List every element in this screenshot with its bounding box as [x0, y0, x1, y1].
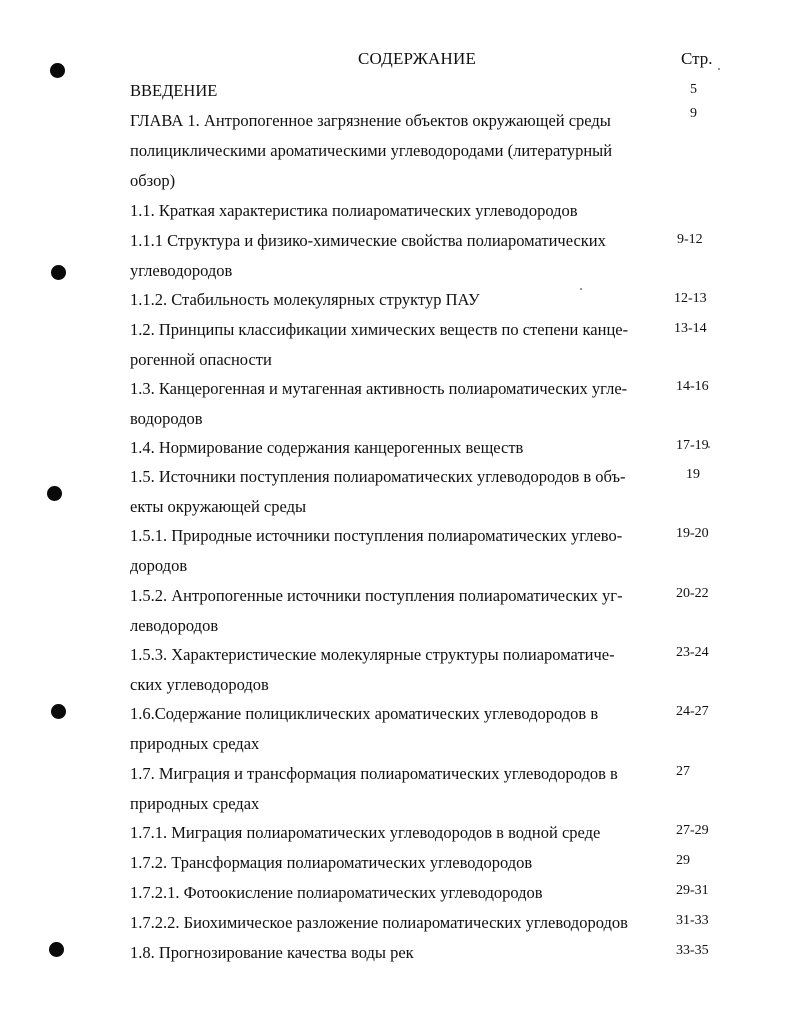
toc-entry-text: ВВЕДЕНИЕ: [130, 81, 218, 100]
toc-entry-text-line: природных средах: [130, 734, 260, 753]
toc-entry-1-7-1: [130, 818, 670, 848]
toc-entry-page: 29-31: [676, 883, 709, 898]
toc-entry-text-line: рогенной опасности: [130, 350, 272, 369]
toc-entry-text: 1.7.2.2. Биохимическое разложение полиароматических углеводородов: [130, 913, 628, 932]
toc-entry-1-7-2-1: [130, 878, 658, 908]
punch-hole-mark: [47, 486, 62, 501]
toc-entry-text-line: 1.7. Миграция и трансформация полиароматических углеводородов в: [130, 764, 618, 783]
toc-entry-text: 1.7.1. Миграция полиароматических углеводородов в водной среде: [130, 823, 601, 842]
toc-entry-page: 17-19: [676, 438, 709, 453]
toc-entry-text-line: 1.1.1 Структура и физико-химические свойства полиароматических: [130, 231, 606, 250]
toc-entry-1-6: [130, 699, 658, 759]
toc-entry-1-7-2-2: [130, 908, 670, 938]
toc-entry-text-line: ских углеводородов: [130, 675, 269, 694]
toc-entry-text: 1.4. Нормирование содержания канцерогенных веществ: [130, 438, 524, 457]
toc-entry-page: 19: [686, 467, 700, 482]
toc-entry-1-4: [130, 433, 658, 463]
toc-entry-1-1-2: [130, 285, 658, 315]
toc-entry-page: 5: [690, 82, 697, 97]
toc-entry-text-line: 1.3. Канцерогенная и мутагенная активность полиароматических угле-: [130, 379, 628, 398]
toc-entry-text-line: 1.5.2. Антропогенные источники поступления полиароматических уг-: [130, 586, 623, 605]
scan-speck: [718, 68, 720, 70]
toc-entry-text-line: 1.5.1. Природные источники поступления полиароматических углево-: [130, 526, 623, 545]
page-column-header: Стр.: [681, 49, 713, 68]
toc-entry-page: 19-20: [676, 526, 709, 541]
toc-entry-1-5: [130, 462, 658, 522]
toc-entry-1-5-3: [130, 640, 658, 700]
toc-entry-text-line: дородов: [130, 556, 188, 575]
toc-entry-1-1: [130, 196, 658, 226]
toc-entry-1-7-2: [130, 848, 658, 878]
toc-entry-1-8: [130, 938, 658, 968]
punch-hole-mark: [51, 265, 66, 280]
toc-entry-text: 1.7.2.1. Фотоокисление полиароматических углеводородов: [130, 883, 543, 902]
toc-entry-1-2: [130, 315, 658, 375]
toc-entry-page: 33-35: [676, 943, 709, 958]
toc-entry-text-line: ГЛАВА 1. Антропогенное загрязнение объектов окружающей среды: [130, 111, 611, 130]
toc-entry-text-line: 1.2. Принципы классификации химических веществ по степени канце-: [130, 320, 629, 339]
toc-entry-text-line: екты окружающей среды: [130, 497, 307, 516]
toc-entry-introduction: [130, 76, 658, 106]
toc-entry-text-line: леводородов: [130, 616, 219, 635]
toc-entry-page: 14-16: [676, 379, 709, 394]
toc-entry-1-5-1: [130, 521, 658, 581]
toc-entry-page: 9: [690, 106, 697, 121]
toc-entry-page: 13-14: [674, 321, 707, 336]
toc-entry-text: 1.7.2. Трансформация полиароматических углеводородов: [130, 853, 533, 872]
toc-entry-text: 1.1. Краткая характеристика полиароматических углеводородов: [130, 201, 578, 220]
toc-entry-text: 1.8. Прогнозирование качества воды рек: [130, 943, 414, 962]
toc-entry-text-line: 1.6.Содержание полициклических ароматических углеводородов в: [130, 704, 599, 723]
toc-entry-text-line: природных средах: [130, 794, 260, 813]
toc-entry-1-1-1: [130, 226, 658, 286]
punch-hole-mark: [50, 63, 65, 78]
punch-hole-mark: [49, 942, 64, 957]
toc-entry-page: 27-29: [676, 823, 709, 838]
toc-entry-page: 27: [676, 764, 690, 779]
toc-entry-text-line: 1.5.3. Характеристические молекулярные структуры полиароматиче-: [130, 645, 615, 664]
toc-entry-chapter-1: [130, 106, 658, 196]
toc-entry-page: 23-24: [676, 645, 709, 660]
toc-entry-page: 29: [676, 853, 690, 868]
toc-entry-page: 20-22: [676, 586, 709, 601]
toc-entry-text-line: полициклическими ароматическими углеводородами (литературный: [130, 141, 613, 160]
toc-entry-1-3: [130, 374, 658, 434]
punch-hole-mark: [51, 704, 66, 719]
toc-entry-page: 31-33: [676, 913, 709, 928]
toc-entry-text: 1.1.2. Стабильность молекулярных структур ПАУ: [130, 290, 480, 309]
toc-entry-text-line: обзор): [130, 171, 176, 190]
toc-entry-1-7: [130, 759, 658, 819]
toc-entry-text-line: 1.5. Источники поступления полиароматических углеводородов в объ-: [130, 467, 626, 486]
toc-entry-page: 24-27: [676, 704, 709, 719]
toc-entry-page: 9-12: [677, 232, 703, 247]
toc-entry-text-line: углеводородов: [130, 261, 233, 280]
toc-title: СОДЕРЖАНИЕ: [358, 49, 477, 68]
toc-entry-1-5-2: [130, 581, 658, 641]
toc-entry-page: 12-13: [674, 291, 707, 306]
toc-entry-text-line: водородов: [130, 409, 203, 428]
